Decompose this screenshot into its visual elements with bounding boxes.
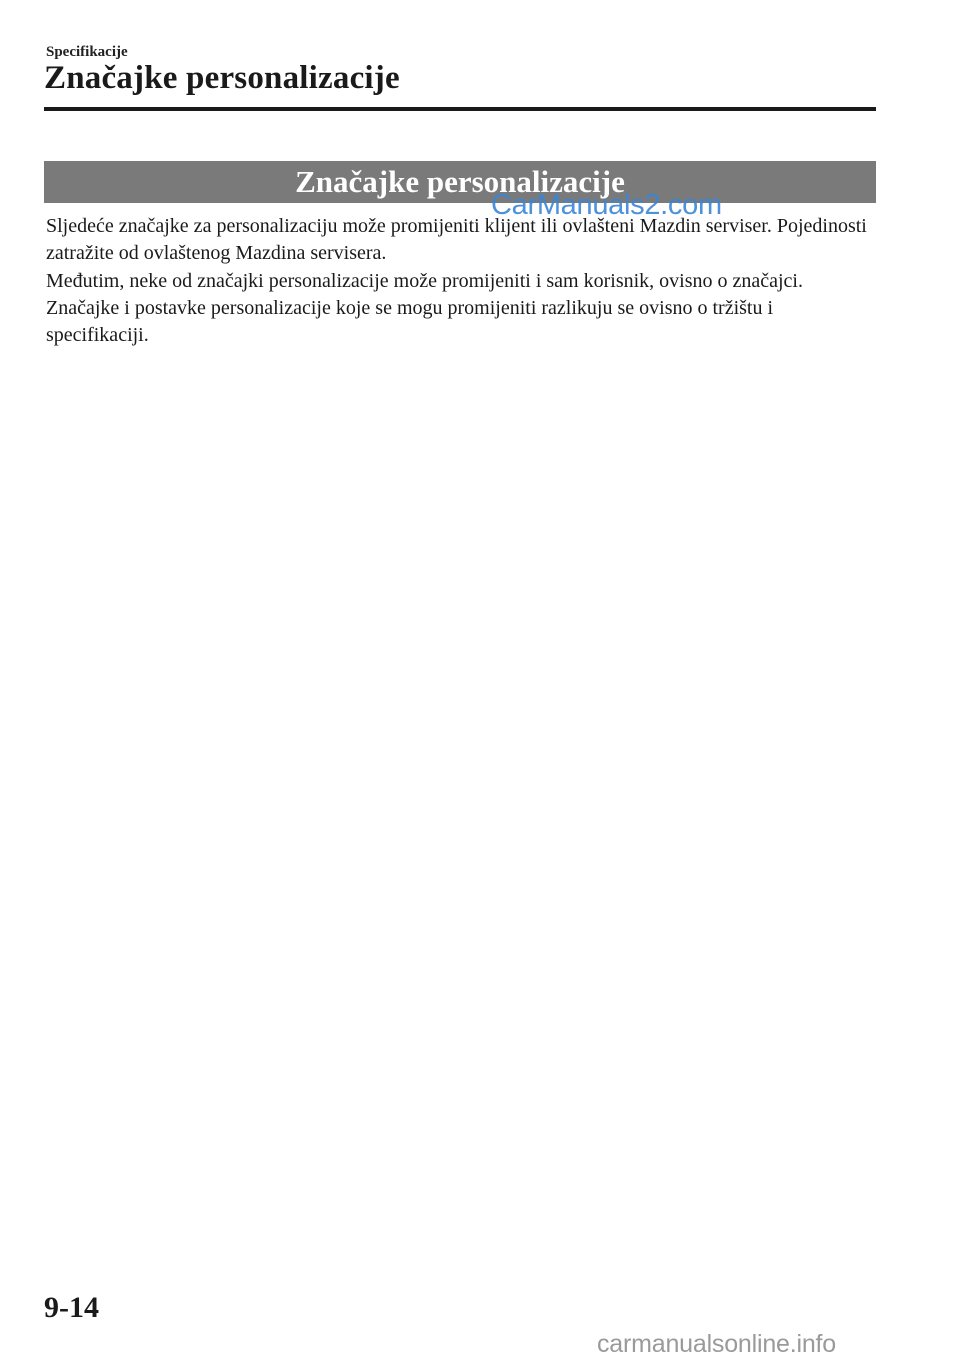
watermark-carmanuals2: CarManuals2.com [491, 189, 722, 221]
paragraph: Značajke i postavke personalizacije koje se mogu promijeniti razlikuju se ovisno o tržištu i specifikaciji. [46, 296, 774, 347]
page-title: Značajke personalizacije [44, 60, 400, 96]
paragraph: Sljedeće značajke za personalizaciju može promijeniti klijent ili ovlašteni Mazdin serviser. Pojedinosti zatražite od ovlaštenog Mazdina servisera. [46, 215, 867, 265]
page-number: 9-14 [44, 1291, 99, 1324]
paragraph: Međutim, neke od značajki personalizacije može promijeniti i sam korisnik, ovisno o značajci. [46, 269, 803, 292]
chapter-label: Specifikacije [46, 44, 128, 60]
watermark-carmanualsonline: carmanualsonline.info [597, 1330, 837, 1358]
section-heading: Značajke personalizacije [295, 164, 625, 199]
title-divider [44, 107, 876, 111]
section-heading-banner [44, 161, 876, 203]
body-text [46, 213, 876, 349]
